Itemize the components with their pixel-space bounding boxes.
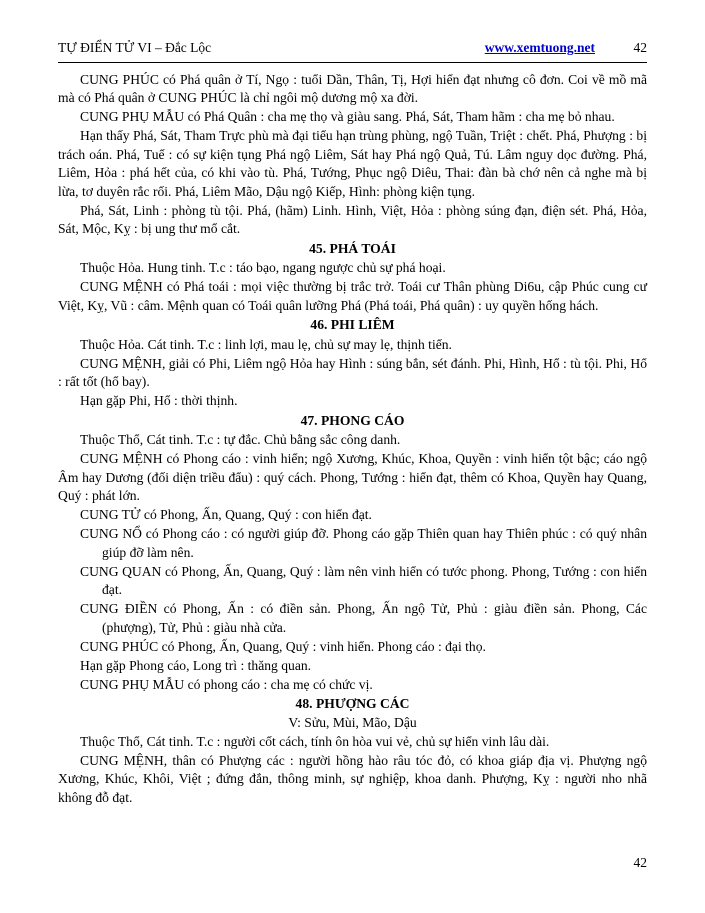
- paragraph: CUNG MỆNH, giải có Phi, Liêm ngộ Hỏa hay Hình : súng bắn, sét đánh. Phi, Hình, Hổ : tù tội. Phi, Hổ : rất tốt (hổ bay).: [58, 355, 647, 390]
- section-heading-46: 46. PHI LIÊM: [310, 317, 395, 333]
- paragraph: CUNG MỆNH có Phong cáo : vinh hiển; ngộ Xương, Khúc, Khoa, Quyền : vinh hiển tột bậc; cáo ngộ Âm hay Dương (đối diện triều đẩu) : quý cách. Phong, Tướng : hiển đạt, thêm có Khoa, Quyền hay Quang, Quý : phát lớn.: [58, 451, 647, 504]
- paragraph: Thuộc Thổ, Cát tinh. T.c : tự đắc. Chủ bằng sắc công danh.: [80, 432, 401, 448]
- header-website-link[interactable]: www.xemtuong.net: [484, 40, 595, 55]
- header-page-number: 42: [633, 40, 647, 55]
- paragraph: CUNG PHỤ MẪU có phong cáo : cha mẹ có chức vị.: [80, 676, 373, 692]
- page-header: [58, 40, 647, 56]
- paragraph: Hạn thấy Phá, Sát, Tham Trực phù mà đại tiểu hạn trùng phùng, ngộ Tuần, Triệt : chết. Phá, Phượng : bị trách oán. Phá, Tuế : có sự kiện tụng Phá ngộ Liêm, Sát hay Phá ngộ Quả, Tú. Lâm nguy dọc đường. Phá, Liêm, Hỏa : phá hết của, có khi vào tù. Phá, Tướng, Phục ngộ Diêu, Thai: đàn bà chớ nên cả nghe mà bị lừa, tơ duyên rắc rối. Phá, Liêm Mão, Dậu ngộ Kiếp, Hình: phòng kiện tụng.: [58, 128, 647, 199]
- header-title: TỰ ĐIỂN TỬ VI – Đắc Lộc: [58, 40, 212, 55]
- document-body: [58, 71, 647, 807]
- paragraph: CUNG NỔ có Phong cáo : có người giúp đỡ. Phong cáo gặp Thiên quan hay Thiên phúc : có quý nhân giúp đỡ làm nên.: [80, 526, 647, 560]
- paragraph: CUNG PHÚC có Phong, Ấn, Quang, Quý : vinh hiển. Phong cáo : đại thọ.: [80, 638, 486, 654]
- paragraph: CUNG MỆNH, thân có Phượng các : người hồng hào râu tóc đỏ, có khoa giáp địa vị. Phượng ngộ Xương, Khúc, Khôi, Việt ; đứng đắn, thông minh, sự nghiệp, khoa danh. Phượng, Kỵ : người nho nhã không đỗ đạt.: [58, 752, 647, 805]
- section-subtitle-48: V: Sửu, Mùi, Mão, Dậu: [288, 715, 417, 731]
- paragraph: Thuộc Hỏa. Cát tinh. T.c : linh lợi, mau lẹ, chủ sự may lẹ, thịnh tiến.: [80, 336, 452, 352]
- footer-page-number: 42: [633, 855, 647, 870]
- paragraph: Hạn gặp Phi, Hổ : thời thịnh.: [80, 393, 238, 409]
- section-heading-47: 47. PHONG CÁO: [300, 412, 405, 428]
- paragraph: Phá, Sát, Linh : phòng tù tội. Phá, (hãm) Linh. Hình, Việt, Hỏa : phòng súng đạn, điện sét. Phá, Hỏa, Sát, Mộc, Kỵ : bị ung thư mổ cắt.: [58, 202, 647, 237]
- paragraph: CUNG TỬ có Phong, Ấn, Quang, Quý : con hiển đạt.: [80, 507, 372, 523]
- paragraph: CUNG QUAN có Phong, Ấn, Quang, Quý : làm nên vinh hiển có tước phong. Phong, Tướng : con hiển đạt.: [80, 563, 647, 598]
- paragraph: CUNG PHỤ MẪU có Phá Quân : cha mẹ thọ và giàu sang. Phá, Sát, Tham hãm : cha mẹ bỏ nhau.: [80, 109, 615, 125]
- section-heading-45: 45. PHÁ TOÁI: [309, 240, 396, 256]
- paragraph: CUNG MỆNH có Phá toái : mọi việc thường bị trắc trở. Toái cư Thân phùng Di6u, cập Phúc cung cư Việt, Kỵ, Vũ : câm. Mệnh quan có Toái quân lưỡng Phá (Phá toái, Phá quân) : uy quyền hống hách.: [58, 279, 647, 313]
- header-divider: [58, 62, 647, 63]
- paragraph: CUNG PHÚC có Phá quân ở Tí, Ngọ : tuổi Dần, Thân, Tị, Hợi hiển đạt nhưng cô đơn. Coi về mồ mã mà có Phá quân ở CUNG PHÚC là chỉ ngôi mộ dương mộ xa đời.: [58, 72, 647, 106]
- section-heading-48: 48. PHƯỢNG CÁC: [295, 695, 410, 711]
- paragraph: Hạn gặp Phong cáo, Long trì : thăng quan.: [80, 657, 312, 673]
- paragraph: Thuộc Hỏa. Hung tinh. T.c : táo bạo, ngang ngược chủ sự phá hoại.: [80, 260, 446, 276]
- paragraph: Thuộc Thổ, Cát tinh. T.c : người cốt cách, tính ôn hòa vui vẻ, chủ sự hiển vinh lâu dài.: [80, 733, 550, 749]
- paragraph: CUNG ĐIỀN có Phong, Ấn : có điền sản. Phong, Ấn ngộ Tử, Phủ : giàu điền sản. Phong, Các (phượng), Tử, Phủ : giàu nhà cửa.: [80, 601, 647, 635]
